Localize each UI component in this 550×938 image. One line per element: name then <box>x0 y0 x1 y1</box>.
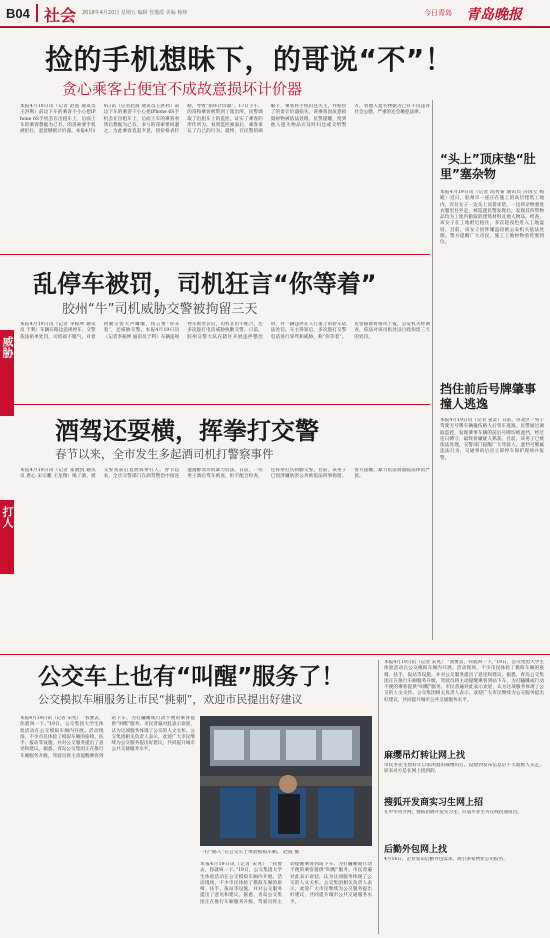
story3-subhead: 胶州“牛”司机威胁交警被拘留三天 <box>62 302 258 317</box>
story1-subhead: 贪心乘客占便宜不成故意损坏计价器 <box>62 80 303 98</box>
bus-photo <box>200 716 372 846</box>
story2-body: 本报4月19日讯（记者 高秀菊 通讯员 冯再宝 梅殿）近日，胶州市一座正在施工的高层建筑工地内，有位女子一边头上顶着床垫，一边将杂物塞进衣服里往外走，被巡逻民警发现后，发现其所带物品均为工地内偷取的建筑材料及他人物品。经查，该女子在工地附近租住，多次趁夜色进入工地盗窃。目前，该女子因涉嫌盗窃被公安机关依法处理。警方提醒广大市民，施工工地财物看管要到位。 <box>440 190 544 246</box>
story5-headline: 酒驾还耍横，挥拳打交警 <box>55 417 319 445</box>
story6-body: 本报4月19日讯（记者 宋兆） “我要去，你就叫一下。”19日，公交集团大学生体验活动在公交模拟车厢内开展。活动现场，不少市民体验了模拟车厢的座椅、扶手、报站等设施，并对公交服务提出了意见和建议。据悉，青岛公交集团正在推行车厢服务升级，驾驶员将主动提醒乘客到站下车，为打瞌睡或行动不便的乘客提供“叫醒”服务。市民普遍对此表示欢迎，认为这项服务体现了公交的人文关怀。公交集团相关负责人表示，欢迎广大市民继续为公交服务提出好建议，共同提升城市公共交通服务水平。 <box>20 716 195 759</box>
story6-headline: 公交车上也有“叫醒”服务了！ <box>38 664 345 690</box>
story3-rule-top <box>0 254 430 255</box>
header-rule <box>0 26 550 28</box>
brief-1 <box>384 748 544 789</box>
brief-2 <box>384 795 544 836</box>
brief-1-body: 市民李先生想转让自家闲置的麻缨吊灯，没想到发布信息后不久就被人买走，原来对方是在网上找到的。 <box>384 763 544 775</box>
brief-3 <box>384 842 544 883</box>
story3-body: 本报4月19日讯（记者 李振坤 通讯员 于利）车辆在路边违规停车，交警依法贴单处罚，司机却不服气，对着执勤交警大声嚷嚷，扬言要“你等着”，还威胁交警。本报4月19日讯（记者李振坤 通讯员于利）车辆违规停车被处罚后，司机非但不配合，还多次拨打电话威胁执勤交警。日前，胶州交警大队在辖区开展违停整治时，对一辆违停在人行道上的轿车依法处罚。车主得知后，多次拨打交警电话进行辱骂和威胁，称“你等着”。民警随即将情况上报，公安机关经调查，依法对该司机处以行政拘留三天的处罚。 <box>20 322 430 340</box>
page-number: B04 <box>6 6 30 21</box>
side-label-assault <box>0 500 14 574</box>
briefs-divider <box>378 660 379 934</box>
brand-logo: 青岛晚报 <box>466 7 522 23</box>
masthead-line: 2018年4月20日 星期五 编辑 管豫霞 美编 杨帅 <box>82 10 188 16</box>
brand-small: 今日青岛 <box>424 9 452 17</box>
brief-1-title: 麻缨吊灯转让网上找 <box>384 751 466 761</box>
bus-photo-image <box>200 716 372 846</box>
brief-2-body: 在中华英才网，搜狐招聘开发实习生，应届毕业生可在线投递简历。 <box>384 810 522 815</box>
brief-3-body: 4月16日，企业发布后勤外包需求，吸引多家物业公司报名。 <box>384 857 508 862</box>
brief-intro: 本报4月19日讯（记者 宋兆） “我要去，你就叫一下。”19日，公交集团大学生体验活动在公交模拟车厢内开展。活动现场，不少市民体验了模拟车厢的座椅、扶手、报站等设施，并对公交服务提出了意见和建议。据悉，青岛公交集团正在推行车厢服务升级，驾驶员将主动提醒乘客到站下车，为打瞌睡或行动不便的乘客提供“叫醒”服务。市民普遍对此表示欢迎，认为这项服务体现了公交的人文关怀。公交集团相关负责人表示，欢迎广大市民继续为公交服务提出好建议，共同提升城市公共交通服务水平。 <box>384 660 544 703</box>
story5-rule-top <box>0 404 430 405</box>
column-divider <box>432 100 433 640</box>
story6-body-cont: 本报4月19日讯（记者 宋兆） “我要去，你就叫一下。”19日，公交集团大学生体验活动在公交模拟车厢内开展。活动现场，不少市民体验了模拟车厢的座椅、扶手、报站等设施，并对公交服务提出了意见和建议。据悉，青岛公交集团正在推行车厢服务升级，驾驶员将主动提醒乘客到站下车，为打瞌睡或行动不便的乘客提供“叫醒”服务。市民普遍对此表示欢迎，认为这项服务体现了公交的人文关怀。公交集团相关负责人表示，欢迎广大市民继续为公交服务提出好建议，共同提升城市公共交通服务水平。 <box>200 862 372 905</box>
story6-rule-top <box>0 654 550 655</box>
brief-2-title: 搜狐开发商实习生网上招 <box>384 798 484 808</box>
side-label-assault-text: 打人 <box>1 506 14 528</box>
story5-body: 本报4月19日讯（记者 张晓凯 通讯员 唐心 宋宗鹏 王龙翔）喝了酒，被交警查获后竟然挥拳打人。春节以来，全市交警部门在酒驾整治中接连遭遇醉驾司机暴力抗法。日前，一名男子酒后驾车被查，拒不配合检查，还挥拳打伤执勤交警。目前，该男子已因涉嫌妨害公务被依法刑事拘留。警方提醒，暴力抗法将面临法律的严惩。 <box>20 468 430 480</box>
story6-subhead: 公交模拟车厢服务让市民“挑刺”，欢迎市民提出好建议 <box>38 693 303 706</box>
story2-headline: “头上”顶床垫“肚里”塞杂物 <box>440 152 536 181</box>
section-tab <box>36 4 38 22</box>
brief-3-title: 后勤外包网上找 <box>384 845 448 855</box>
story1-headline: 捡的手机想昧下，的哥说“不”！ <box>45 43 454 76</box>
side-label-threaten-text: 威胁 <box>1 336 14 358</box>
masthead <box>0 0 550 32</box>
briefs-column <box>384 660 544 934</box>
section-title: 社会 <box>44 6 77 25</box>
story4-body: 本报4月19日讯（记者 姜灵）日前，市北区一男子驾驶无号牌车辆撞伤路人后驾车逃逸。民警通过调取监控，发现肇事车辆的前后号牌均被遮挡，经过连日蹲守，最终将嫌疑人抓获。目前，该男子已被依法处理，交警部门提醒广大驾驶人，遮挡号牌属违法行为，交通事故后应立即停车保护现场并报警。 <box>440 418 544 461</box>
photo-caption: 一位“路人”在公交车上体验模拟车厢。 赵波 摄 <box>200 850 300 855</box>
story1-body: 本报4月19日讯（记者 赵波 通讯员 王洪利）前边下车的乘客不小心把iPhone 6S手机丢在出租车上，后面上车的乘客想据为己有，的哥索要手机被拒后，恶意掰断计价器。本报4月19日讯（记者赵波 通讯员王洪利）前边下车的乘客不小心把iPhone 6S手机丢在出租车上，后面上车的乘客看到后想据为己有，多亏的哥索要回避之，为此乘客竟起歹意，将价格表拧断，导致“损坏计价器”。17日下午，的哥和乘客被带到了派出所，民警调取了出租车上的监控，证实了乘客的所作所为。看到监控画面后，乘客承认了自己的行为。最终，在民警的调解下，乘客将手机归还失主，并赔偿了的哥计价器损失。该乘客因故意损毁财物被依法处理。民警提醒，捡到他人遗失物品应及时归还或交给警方，将他人遗失物据为己有不仅违背社会公德，严重的还会触犯法律。 <box>20 104 430 135</box>
story4-headline: 挡住前后号牌肇事撞人逃逸 <box>440 382 537 411</box>
story5-subhead: 春节以来，全市发生多起酒司机打警察事件 <box>55 447 274 461</box>
story3-headline: 乱停车被罚，司机狂言“你等着” <box>33 270 377 298</box>
